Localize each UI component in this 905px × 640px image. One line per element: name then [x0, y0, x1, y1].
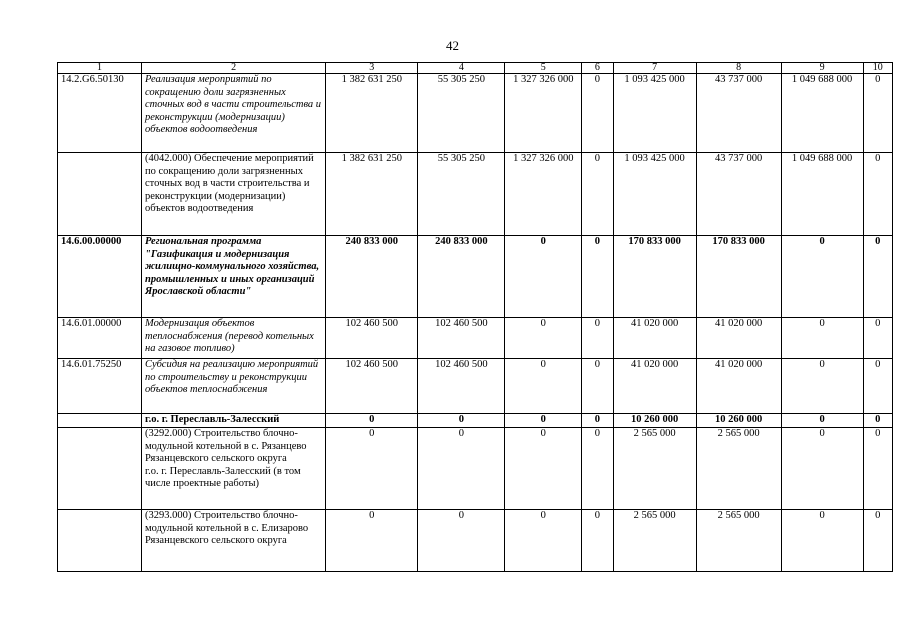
cell-col7: 10 260 000	[613, 414, 696, 428]
cell-col8: 43 737 000	[696, 74, 781, 153]
column-header-6: 6	[582, 63, 613, 74]
cell-col5: 0	[505, 510, 582, 572]
row-code	[58, 153, 142, 236]
column-header-2: 2	[142, 63, 326, 74]
cell-col6: 0	[582, 74, 613, 153]
row-code: 14.6.00.00000	[58, 236, 142, 318]
row-name: (4042.000) Обеспечение мероприятий по сокращению доли загрязненных сточных вод в части строительства и реконструкции (модернизации) объектов водоотведения	[142, 153, 326, 236]
table-row	[58, 414, 893, 428]
column-header-1: 1	[58, 63, 142, 74]
cell-col7: 41 020 000	[613, 359, 696, 414]
row-name: Субсидия на реализацию мероприятий по строительству и реконструкции объектов теплоснабжения	[142, 359, 326, 414]
cell-col9: 1 049 688 000	[781, 74, 863, 153]
cell-col5: 1 327 326 000	[505, 153, 582, 236]
cell-col3: 102 460 500	[326, 318, 418, 359]
cell-col5: 0	[505, 414, 582, 428]
table-row	[58, 236, 893, 318]
cell-col3: 0	[326, 510, 418, 572]
row-code	[58, 414, 142, 428]
cell-col8: 10 260 000	[696, 414, 781, 428]
cell-col5: 0	[505, 359, 582, 414]
cell-col4: 0	[418, 414, 505, 428]
cell-col3: 240 833 000	[326, 236, 418, 318]
row-name: Региональная программа "Газификация и модернизация жилищно-коммунального хозяйства, промышленных и иных организаций Ярославской области"	[142, 236, 326, 318]
table-row	[58, 318, 893, 359]
cell-col10: 0	[863, 318, 892, 359]
cell-col3: 0	[326, 414, 418, 428]
cell-col3: 0	[326, 428, 418, 510]
cell-col7: 2 565 000	[613, 428, 696, 510]
cell-col4: 55 305 250	[418, 153, 505, 236]
cell-col6: 0	[582, 428, 613, 510]
cell-col6: 0	[582, 153, 613, 236]
row-code: 14.2.G6.50130	[58, 74, 142, 153]
cell-col4: 102 460 500	[418, 359, 505, 414]
row-name: Реализация мероприятий по сокращению доли загрязненных сточных вод в части строительства и реконструкции (модернизации) объектов водоотведения	[142, 74, 326, 153]
column-header-8: 8	[696, 63, 781, 74]
cell-col9: 0	[781, 318, 863, 359]
cell-col5: 0	[505, 236, 582, 318]
cell-col7: 1 093 425 000	[613, 74, 696, 153]
cell-col10: 0	[863, 428, 892, 510]
cell-col8: 170 833 000	[696, 236, 781, 318]
cell-col9: 0	[781, 510, 863, 572]
table-row	[58, 74, 893, 153]
row-code	[58, 510, 142, 572]
cell-col10: 0	[863, 510, 892, 572]
column-header-10: 10	[863, 63, 892, 74]
cell-col10: 0	[863, 359, 892, 414]
cell-col10: 0	[863, 74, 892, 153]
table-row	[58, 428, 893, 510]
cell-col6: 0	[582, 318, 613, 359]
row-code: 14.6.01.00000	[58, 318, 142, 359]
column-header-7: 7	[613, 63, 696, 74]
row-name: Модернизация объектов теплоснабжения (перевод котельных на газовое топливо)	[142, 318, 326, 359]
row-code: 14.6.01.75250	[58, 359, 142, 414]
row-name: (3293.000) Строительство блочно-модульной котельной в с. Елизарово Рязанцевского сельского округа	[142, 510, 326, 572]
cell-col5: 0	[505, 428, 582, 510]
cell-col10: 0	[863, 414, 892, 428]
cell-col9: 0	[781, 428, 863, 510]
cell-col9: 0	[781, 359, 863, 414]
cell-col4: 102 460 500	[418, 318, 505, 359]
column-header-5: 5	[505, 63, 582, 74]
cell-col6: 0	[582, 414, 613, 428]
page-number: 42	[446, 38, 459, 53]
table-row	[58, 359, 893, 414]
cell-col8: 41 020 000	[696, 318, 781, 359]
cell-col8: 43 737 000	[696, 153, 781, 236]
cell-col10: 0	[863, 153, 892, 236]
cell-col8: 2 565 000	[696, 510, 781, 572]
cell-col9: 0	[781, 414, 863, 428]
cell-col4: 240 833 000	[418, 236, 505, 318]
cell-col3: 102 460 500	[326, 359, 418, 414]
column-header-9: 9	[781, 63, 863, 74]
cell-col3: 1 382 631 250	[326, 74, 418, 153]
cell-col6: 0	[582, 236, 613, 318]
row-code	[58, 428, 142, 510]
row-name: г.о. г. Переславль-Залесский	[142, 414, 326, 428]
cell-col8: 2 565 000	[696, 428, 781, 510]
cell-col9: 0	[781, 236, 863, 318]
row-name: (3292.000) Строительство блочно-модульной котельной в с. Рязанцево Рязанцевского сельского округа г.о. г. Переславль-Залесский (в том числе проектные работы)	[142, 428, 326, 510]
budget-table	[57, 62, 893, 572]
cell-col6: 0	[582, 510, 613, 572]
cell-col4: 55 305 250	[418, 74, 505, 153]
cell-col7: 41 020 000	[613, 318, 696, 359]
cell-col5: 0	[505, 318, 582, 359]
table-row	[58, 510, 893, 572]
header-row	[58, 63, 893, 74]
column-header-3: 3	[326, 63, 418, 74]
cell-col10: 0	[863, 236, 892, 318]
cell-col9: 1 049 688 000	[781, 153, 863, 236]
cell-col5: 1 327 326 000	[505, 74, 582, 153]
column-header-4: 4	[418, 63, 505, 74]
cell-col4: 0	[418, 428, 505, 510]
cell-col4: 0	[418, 510, 505, 572]
cell-col3: 1 382 631 250	[326, 153, 418, 236]
cell-col7: 2 565 000	[613, 510, 696, 572]
table-row	[58, 153, 893, 236]
cell-col6: 0	[582, 359, 613, 414]
cell-col8: 41 020 000	[696, 359, 781, 414]
cell-col7: 170 833 000	[613, 236, 696, 318]
cell-col7: 1 093 425 000	[613, 153, 696, 236]
